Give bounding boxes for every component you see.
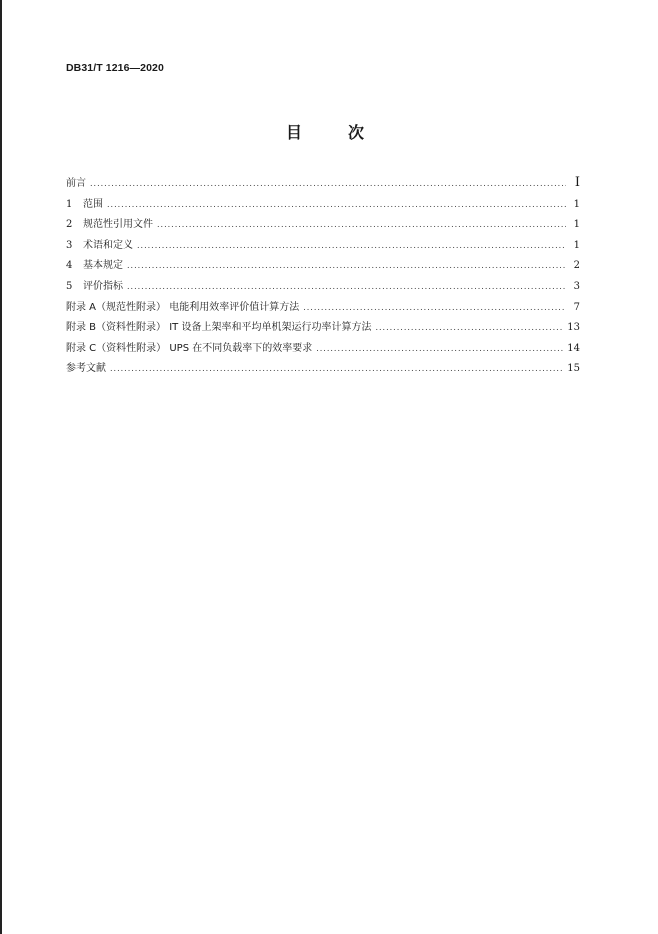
toc-entry-normative-references[interactable] (66, 215, 580, 236)
toc-leader-dots (127, 282, 566, 291)
toc-leader-dots (375, 323, 563, 332)
toc-title (286, 120, 366, 143)
toc-entry-annex-b[interactable] (66, 318, 580, 339)
toc-entry-text: 规范性引用文件 (83, 219, 153, 231)
toc-entry-label (66, 195, 103, 210)
toc-entry-number: 2 (66, 219, 73, 231)
toc-entry-page: 13 (567, 322, 580, 334)
toc-entry-label (66, 298, 299, 313)
toc-entry-scope[interactable] (66, 195, 580, 216)
toc-entry-text: 前言 (66, 178, 86, 189)
toc-entry-number: 5 (66, 280, 73, 292)
toc-leader-dots (157, 220, 566, 229)
toc-title-char-1: 目 (286, 123, 305, 142)
toc-entry-page: 15 (567, 363, 580, 375)
toc-entry-basic-provisions[interactable] (66, 256, 580, 277)
toc-entry-annex-a[interactable] (66, 298, 580, 319)
toc-leader-dots (90, 179, 566, 188)
toc-entry-text: 范围 (83, 198, 103, 210)
toc-entry-label (66, 236, 133, 251)
toc-entry-text: 附录 C（资料性附录） UPS 在不同负载率下的效率要求 (66, 342, 313, 354)
toc-entry-text: 术语和定义 (83, 239, 133, 251)
toc-leader-dots (137, 241, 566, 250)
toc-entry-page: 7 (573, 301, 580, 313)
toc-entry-terms-definitions[interactable] (66, 236, 580, 257)
toc-entry-evaluation-indicators[interactable] (66, 277, 580, 298)
toc-entry-number: 1 (66, 198, 73, 210)
toc-leader-dots (127, 261, 566, 270)
toc-entry-page: 3 (573, 280, 580, 292)
toc-entry-label (66, 359, 106, 374)
toc-leader-dots (107, 200, 566, 209)
toc-leader-dots (110, 364, 563, 373)
toc-entry-number: 3 (66, 239, 73, 251)
toc-entry-page: 14 (567, 342, 580, 354)
toc-entry-text: 附录 B（资料性附录） IT 设备上架率和平均单机架运行功率计算方法 (66, 322, 372, 334)
toc-leader-dots (303, 303, 566, 312)
page-left-edge (0, 0, 2, 934)
toc-entry-bibliography[interactable] (66, 359, 580, 380)
toc-entry-label (66, 318, 371, 333)
document-code: DB31/T 1216—2020 (66, 62, 164, 74)
toc-entry-foreword[interactable] (66, 174, 580, 195)
table-of-contents (66, 174, 580, 380)
toc-entry-annex-c[interactable] (66, 339, 580, 360)
toc-leader-dots (316, 344, 563, 353)
toc-entry-page: 1 (573, 219, 580, 231)
toc-entry-number: 4 (66, 260, 73, 272)
toc-entry-label (66, 174, 86, 189)
toc-entry-label (66, 256, 123, 271)
toc-entry-page: 1 (573, 239, 580, 251)
toc-entry-label (66, 339, 312, 354)
toc-entry-text: 评价指标 (83, 280, 123, 292)
toc-entry-text: 基本规定 (83, 260, 123, 272)
toc-entry-label (66, 215, 153, 230)
toc-entry-text: 附录 A（规范性附录） 电能利用效率评价值计算方法 (66, 301, 300, 313)
toc-title-char-2: 次 (348, 123, 367, 142)
toc-entry-page: 2 (573, 260, 580, 272)
toc-entry-label (66, 277, 123, 292)
toc-entry-page: I (574, 175, 580, 190)
toc-entry-page: 1 (573, 198, 580, 210)
toc-entry-text: 参考文献 (66, 363, 106, 375)
